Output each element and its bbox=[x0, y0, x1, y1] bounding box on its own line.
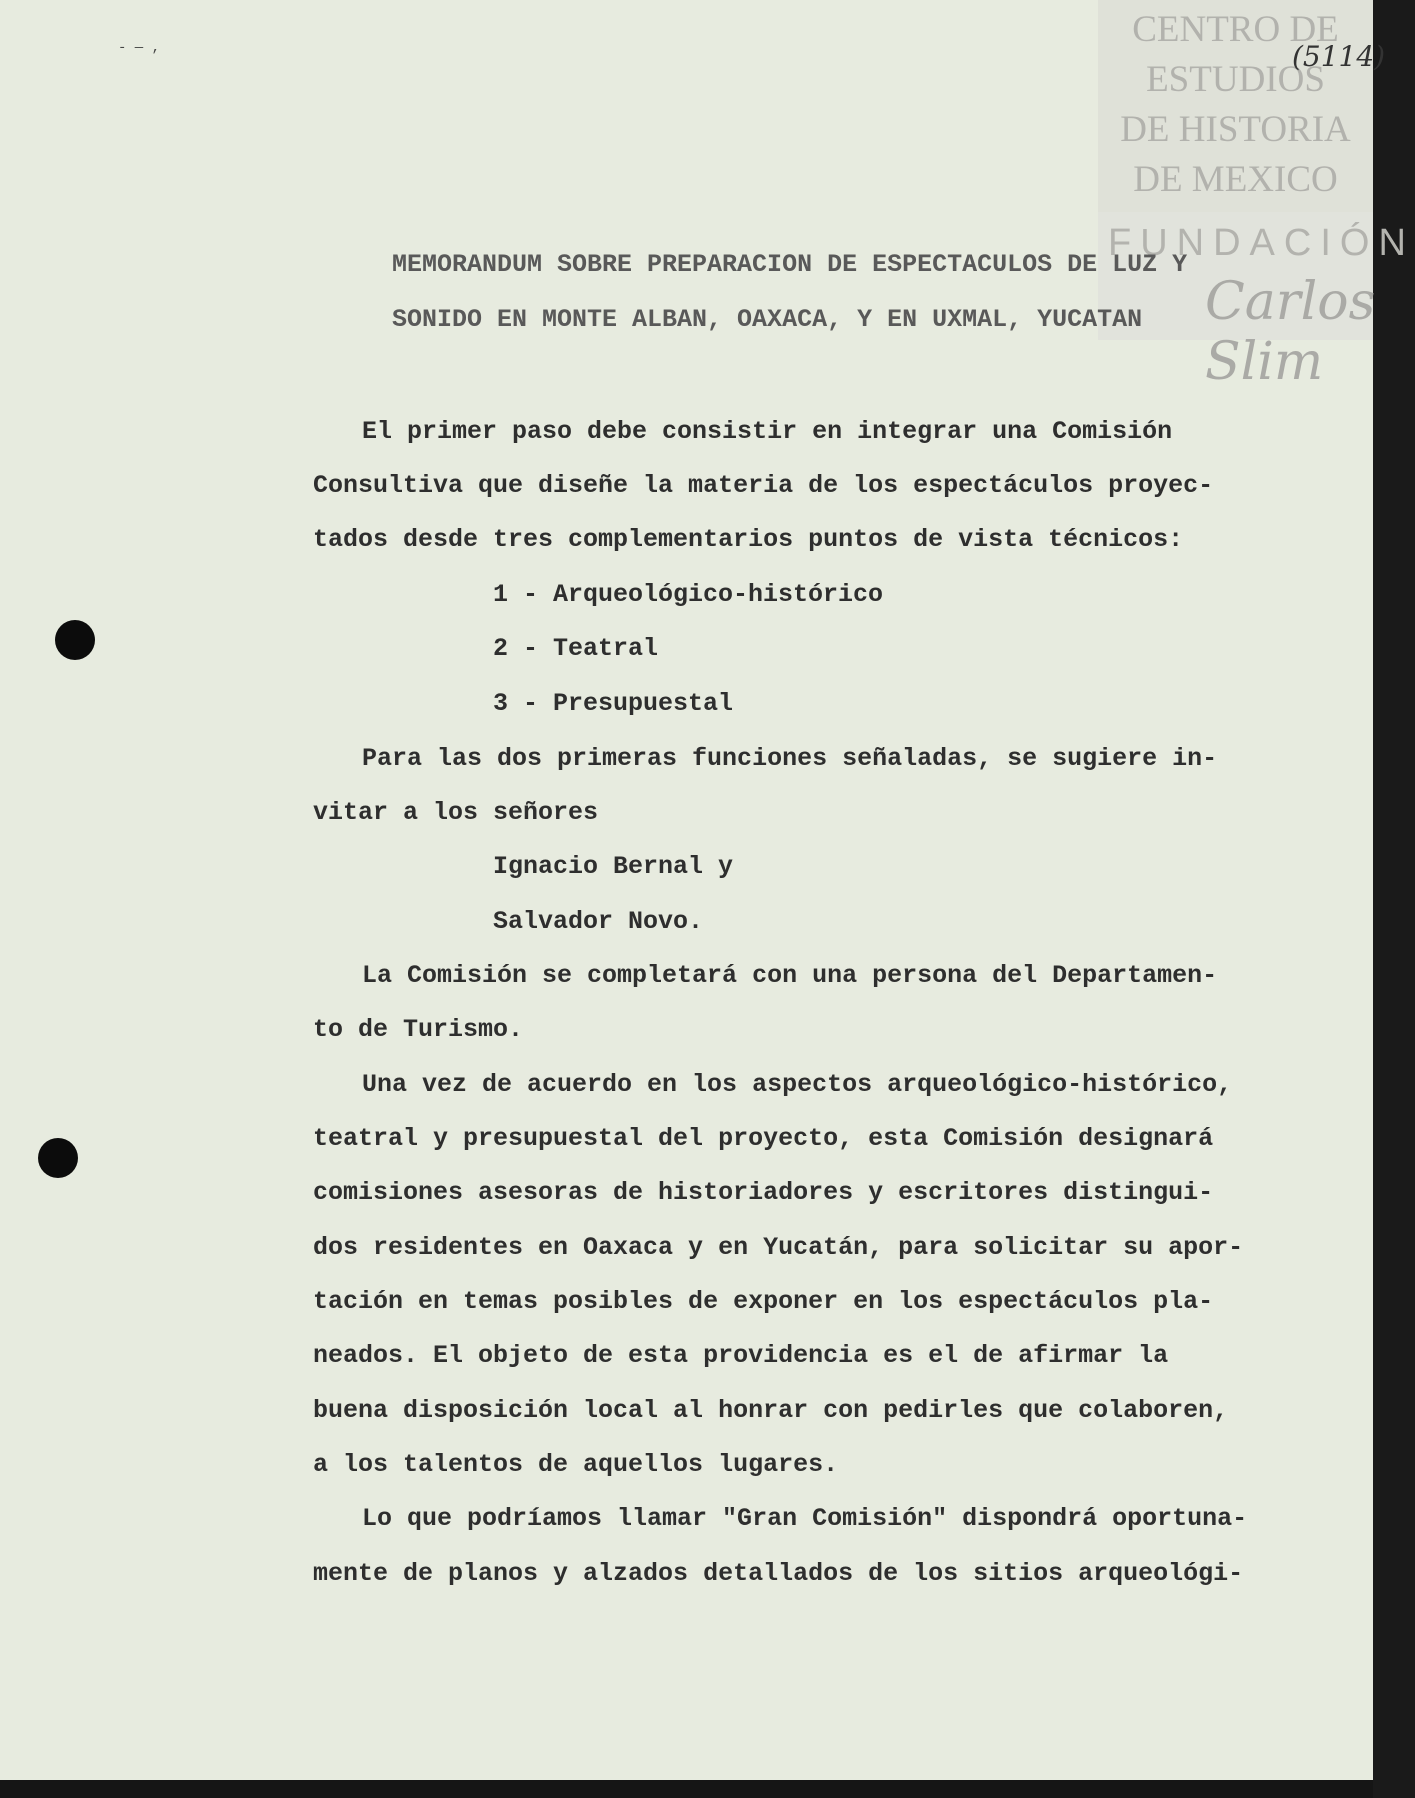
invitee-name: Ignacio Bernal y bbox=[493, 852, 734, 881]
paragraph-line: La Comisión se completará con una persona del Departamen- bbox=[362, 961, 1218, 990]
paragraph-line: dos residentes en Oaxaca y en Yucatán, para solicitar su apor- bbox=[313, 1233, 1244, 1262]
paragraph-line: El primer paso debe consistir en integrar una Comisión bbox=[362, 417, 1173, 446]
stamp-line: ESTUDIOS bbox=[1146, 59, 1325, 100]
paragraph-line: a los talentos de aquellos lugares. bbox=[313, 1450, 839, 1479]
paragraph-line: Consultiva que diseñe la materia de los espectáculos proyec- bbox=[313, 471, 1214, 500]
corner-mark: - — , bbox=[118, 40, 161, 56]
stamp-line: DE HISTORIA bbox=[1120, 109, 1351, 150]
signature: Carlos Slim bbox=[1205, 272, 1376, 392]
paragraph-line: buena disposición local al honrar con pedirles que colaboren, bbox=[313, 1396, 1229, 1425]
archive-number: (5114) bbox=[1292, 40, 1386, 73]
paragraph-line: tados desde tres complementarios puntos de vista técnicos: bbox=[313, 525, 1184, 554]
paragraph-line: tación en temas posibles de exponer en los espectáculos pla- bbox=[313, 1287, 1214, 1316]
fundacion-label: FUNDACIÓN bbox=[1108, 222, 1415, 264]
list-item: 1 - Arqueológico-histórico bbox=[493, 580, 884, 609]
paragraph-line: teatral y presupuestal del proyecto, esta Comisión designará bbox=[313, 1124, 1214, 1153]
paragraph-line: to de Turismo. bbox=[313, 1015, 524, 1044]
memo-title-line: SONIDO EN MONTE ALBAN, OAXACA, Y EN UXMAL, YUCATAN bbox=[392, 305, 1143, 334]
paragraph-line: Una vez de acuerdo en los aspectos arqueológico-histórico, bbox=[362, 1070, 1233, 1099]
stamp-line: CENTRO DE bbox=[1132, 9, 1339, 50]
scan-bottom-edge bbox=[0, 1780, 1373, 1798]
paragraph-line: vitar a los señores bbox=[313, 798, 599, 827]
punch-hole bbox=[55, 620, 95, 660]
stamp-line: DE MEXICO bbox=[1133, 159, 1338, 200]
paragraph-line: mente de planos y alzados detallados de los sitios arqueológi- bbox=[313, 1559, 1244, 1588]
list-item: 3 - Presupuestal bbox=[493, 689, 734, 718]
archive-stamp bbox=[1098, 0, 1373, 212]
paragraph-line: neados. El objeto de esta providencia es el de afirmar la bbox=[313, 1341, 1169, 1370]
list-item: 2 - Teatral bbox=[493, 634, 659, 663]
paragraph-line: comisiones asesoras de historiadores y escritores distingui- bbox=[313, 1178, 1214, 1207]
paragraph-line: Lo que podríamos llamar "Gran Comisión" dispondrá oportuna- bbox=[362, 1504, 1248, 1533]
memo-title-line: MEMORANDUM SOBRE PREPARACION DE ESPECTACULOS DE LUZ Y bbox=[392, 250, 1188, 279]
paragraph-line: Para las dos primeras funciones señaladas, se sugiere in- bbox=[362, 744, 1218, 773]
invitee-name: Salvador Novo. bbox=[493, 907, 704, 936]
punch-hole bbox=[38, 1138, 78, 1178]
